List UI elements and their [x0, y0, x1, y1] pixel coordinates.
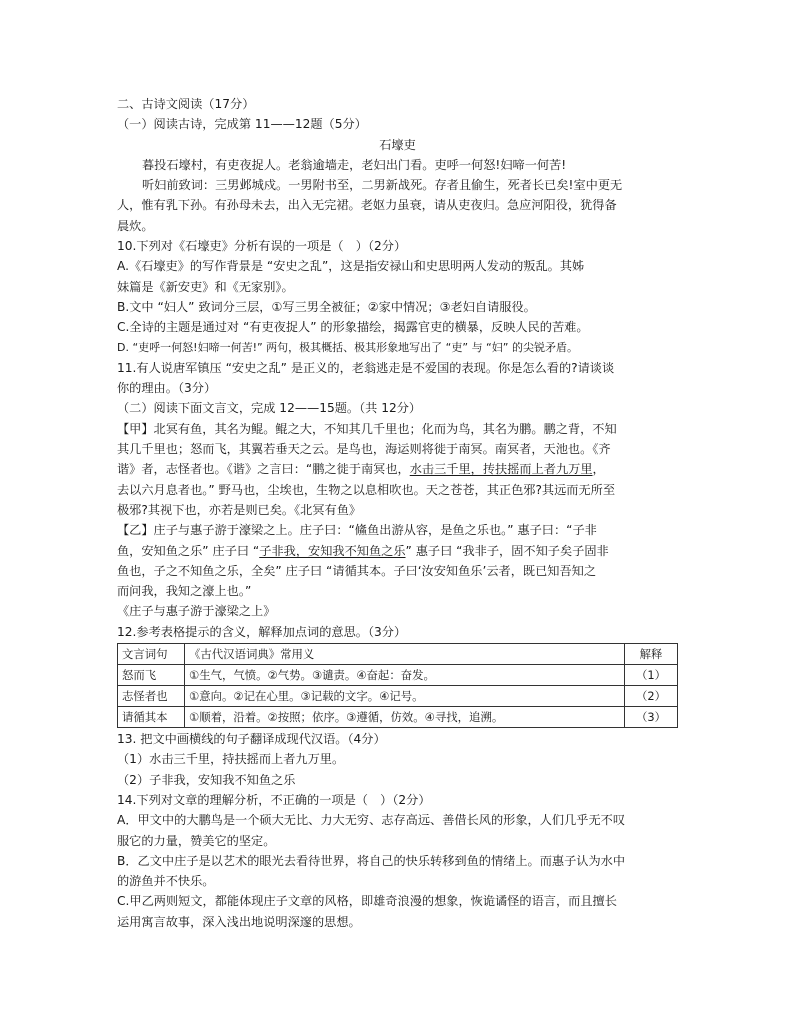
- table-cell: 志怪者也: [118, 686, 185, 707]
- q14-option-a: A．甲文中的大鹏鸟是一个硕大无比、力大无穷、志存高远、善借长风的形象，人们几乎无不叹: [117, 813, 626, 828]
- table-row: [118, 665, 678, 686]
- q14-option-c-cont: 运用寓言故事，深入浅出地说明深邃的思想。: [117, 914, 361, 929]
- table-cell: ①顺着，沿着。②按照；依序。③遵循，仿效。④寻找，追溯。: [185, 707, 625, 728]
- q11-line: 你的理由。（3分）: [117, 381, 217, 396]
- table-cell: ①意向。②记在心里。③记载的文字。④记号。: [185, 686, 625, 707]
- table-cell: 请循其本: [118, 707, 185, 728]
- table-row: [118, 707, 678, 728]
- q14-option-b: B．乙文中庄子是以艺术的眼光去看待世界，将自己的快乐转移到鱼的情绪上。而惠子认为水中: [117, 853, 626, 868]
- q11-line: 11.有人说唐军镇压 “安史之乱” 是正义的，老翁逃走是不爱国的表现。你是怎么看的?请谈谈: [117, 360, 615, 375]
- poem-title: 石壕吏: [379, 137, 416, 152]
- jia-line: [117, 459, 678, 479]
- q10-option-d: D. “吏呼一何怒!妇啼一何苦!” 两句，极其概括、极其形象地写出了 “吏” 与 “妇” 的尖锐矛盾。: [117, 340, 578, 354]
- yi-line: 鱼也，子之不知鱼之乐，全矣” 庄子曰 “请循其本。子曰‘汝安知鱼乐’云者，既已知吾知之: [117, 563, 597, 578]
- q10-option-b: B.文中 “妇人” 致词分三层，①写三男全被征；②家中情况；③老妇自请服役。: [117, 299, 536, 314]
- jia-line: 去以六月息者也。” 野马也，尘埃也，生物之以息相吹也。天之苍苍，其正色邪?其远而无所至: [117, 482, 616, 497]
- jia-text: 谐》者，志怪者也。《谐》之言曰：“鹏之徙于南冥也，: [117, 462, 410, 477]
- poem-line: 晨炊。: [117, 218, 154, 233]
- jia-line: 极邪?其视下也，亦若是则已矣。《北冥有鱼》: [117, 502, 362, 517]
- yi-line: 而问我，我知之濠上也。”: [117, 584, 252, 599]
- table-header: 《古代汉语词典》常用义: [185, 644, 625, 665]
- poem-line: 暮投石壕村，有吏夜捉人。老翁逾墙走，老妇出门看。吏呼一何怒!妇啼一何苦!: [142, 157, 567, 172]
- q10-stem: 10.下列对《石壕吏》分析有误的一项是（ ）（2分）: [117, 239, 407, 254]
- answer-cell: （3）: [625, 707, 678, 728]
- table-header: 文言词句: [118, 644, 185, 665]
- q13-sentence-1: （1）水击三千里，持扶摇而上者九万里。: [117, 752, 345, 767]
- table-cell: 怒而飞: [118, 665, 185, 686]
- yi-text: ” 惠子曰 “我非子，固不知子矣子固非: [405, 543, 609, 558]
- underlined-sentence-1: 水击三千里，抟扶摇而上者九万里: [409, 462, 593, 477]
- q14-option-a-cont: 服它的力量，赞美它的坚定。: [117, 833, 276, 848]
- table-cell: ①生气，气愤。②气势。③谴责。④奋起：奋发。: [185, 665, 625, 686]
- q14-option-b-cont: 的游鱼并不快乐。: [117, 874, 215, 889]
- q12-stem: 12.参考表格提示的含义，解释加点词的意思。（3分）: [117, 624, 407, 639]
- answer-cell: （1）: [625, 665, 678, 686]
- yi-text: 鱼，安知鱼之乐” 庄子曰 “: [117, 543, 260, 558]
- poem-line: 听妇前致词：三男邺城戍。一男附书至，二男新战死。存者且偷生，死者长已矣!室中更无: [142, 178, 623, 193]
- poem-line: 人，惟有乳下孙。有孙母未去，出入无完裙。老妪力虽衰，请从吏夜归。急应河阳役，犹得备: [117, 198, 617, 213]
- answer-cell: （2）: [625, 686, 678, 707]
- q10-option-c: C.全诗的主题是通过对 “有吏夜捉人” 的形象描绘，揭露官吏的横暴，反映人民的苦难。: [117, 320, 589, 335]
- yi-line: 【乙】庄子与惠子游于濠梁之上。庄子曰：“鯈鱼出游从容，是鱼之乐也。” 惠子曰：“子非: [117, 523, 597, 538]
- q10-option-a: A.《石壕吏》的写作背景是 “安史之乱”，这是指安禄山和史思明两人发动的叛乱。其姊: [117, 259, 585, 274]
- part2-heading: （二）阅读下面文言文，完成 12——15题。（共 12分）: [117, 401, 422, 416]
- part1-heading: （一）阅读古诗，完成第 11——12题（5分）: [117, 117, 367, 132]
- q14-option-c: C.甲乙两则短文，都能体现庄子文章的风格，即雄奇浪漫的想象，恢诡谲怪的语言，而且擅长: [117, 894, 617, 909]
- q13-stem: 13. 把文中画横线的句子翻译成现代汉语。（4分）: [117, 732, 386, 747]
- jia-line: 其几千里也；怒而飞，其翼若垂天之云。是鸟也，海运则将徙于南冥。南冥者，天池也。《齐: [117, 442, 611, 457]
- jia-text: ，: [592, 462, 605, 477]
- q10-option-a-cont: 妹篇是《新安吏》和《无家别》。: [117, 279, 294, 294]
- yi-source: 《庄子与惠子游于濠梁之上》: [117, 604, 276, 619]
- yi-line: [117, 541, 678, 561]
- q13-sentence-2: （2）子非我，安知我不知鱼之乐: [117, 772, 296, 787]
- table-header-row: [118, 644, 678, 665]
- q14-stem: 14.下列对文章的理解分析，不正确的一项是（ ）（2分）: [117, 792, 431, 807]
- underlined-sentence-2: 子非我，安知我不知鱼之乐: [259, 543, 406, 558]
- jia-line: 【甲】北冥有鱼，其名为鲲。鲲之大，不知其几千里也；化而为鸟，其名为鹏。鹏之背，不知: [117, 421, 617, 436]
- exam-page: [117, 94, 678, 932]
- table-row: [118, 686, 678, 707]
- vocab-table: [117, 643, 678, 728]
- section-heading: 二、古诗文阅读（17分）: [117, 97, 255, 111]
- table-header: 解释: [625, 644, 678, 665]
